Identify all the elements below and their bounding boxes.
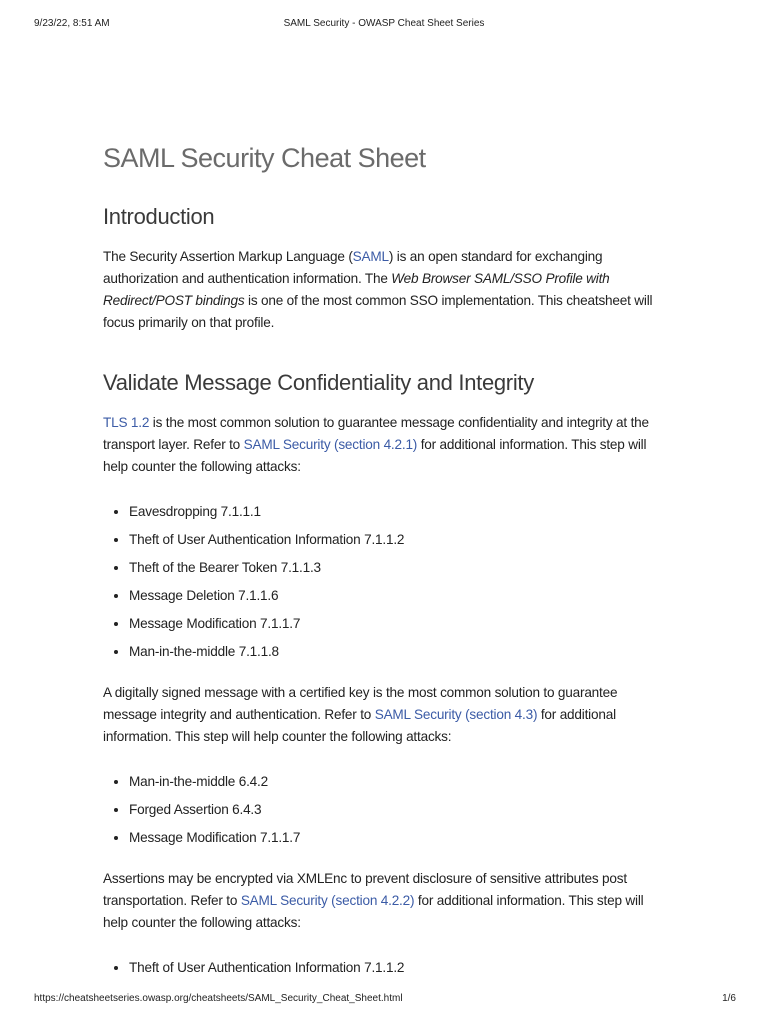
- list-item: • Forged Assertion 6.4.3: [129, 796, 663, 824]
- attack-list-tls: [103, 498, 663, 666]
- list-item: • Theft of the Bearer Token 7.1.1.3: [129, 554, 663, 582]
- attack-list-encryption: [103, 954, 663, 982]
- intro-paragraph: [103, 246, 663, 334]
- list-item: • Message Modification 7.1.1.7: [129, 610, 663, 638]
- encryption-paragraph: [103, 868, 663, 934]
- print-footer: [34, 993, 736, 1007]
- signature-text-end: for additional information. This step will help counter the following attacks:: [103, 707, 616, 744]
- tls-link[interactable]: TLS 1.2: [103, 415, 150, 430]
- list-item: • Man-in-the-middle 6.4.2: [129, 768, 663, 796]
- intro-profile-emphasis: Web Browser SAML/SSO Profile with Redirect/POST bindings: [103, 271, 610, 308]
- tls-text-middle: is the most common solution to guarantee message confidentiality and integrity at the transport layer. Refer to: [103, 415, 649, 452]
- intro-text-middle: ) is an open standard for exchanging authorization and authentication information. The: [103, 249, 603, 286]
- saml-link[interactable]: SAML: [352, 249, 389, 264]
- encryption-text-end: for additional information. This step will help counter the following attacks:: [103, 893, 644, 930]
- list-item: • Message Deletion 7.1.1.6: [129, 582, 663, 610]
- print-header: [34, 18, 734, 32]
- intro-saml-term: Security Assertion Markup Language: [129, 249, 345, 264]
- tls-paragraph: [103, 412, 663, 478]
- page-title: SAML Security Cheat Sheet: [103, 143, 426, 173]
- encryption-text-start: Assertions may be encrypted via XMLEnc to prevent disclosure of sensitive attributes post transportation. Refer to: [103, 871, 627, 908]
- intro-text-open: (: [344, 249, 353, 264]
- signature-text-start: A digitally signed message with a certified key is the most common solution to guarantee message integrity and authentication. Refer to: [103, 685, 618, 722]
- tls-text-end: for additional information. This step will help counter the following attacks:: [103, 437, 647, 474]
- saml-section-421-link[interactable]: SAML Security (section 4.2.1): [243, 437, 418, 452]
- article-content: [103, 140, 663, 998]
- heading-validate-message: Validate Message Confidentiality and Integrity: [103, 370, 534, 395]
- saml-section-43-link[interactable]: SAML Security (section 4.3): [374, 707, 538, 722]
- list-item: • Theft of User Authentication Information 7.1.1.2: [129, 954, 663, 982]
- intro-text-end: is one of the most common SSO implementation. This cheatsheet will focus primarily on that profile.: [103, 293, 653, 330]
- signature-paragraph: [103, 682, 663, 748]
- print-page-number: 1/6: [722, 993, 736, 1004]
- saml-section-422-link[interactable]: SAML Security (section 4.2.2): [240, 893, 415, 908]
- list-item: • Man-in-the-middle 7.1.1.8: [129, 638, 663, 666]
- list-item: • Message Modification 7.1.1.7: [129, 824, 663, 852]
- print-page-title: SAML Security - OWASP Cheat Sheet Series: [283, 18, 485, 29]
- print-url: https://cheatsheetseries.owasp.org/cheatsheets/SAML_Security_Cheat_Sheet.html: [34, 993, 403, 1004]
- attack-list-signature: [103, 768, 663, 852]
- list-item: • Eavesdropping 7.1.1.1: [129, 498, 663, 526]
- print-datetime: 9/23/22, 8:51 AM: [34, 18, 110, 29]
- heading-introduction: Introduction: [103, 204, 215, 229]
- list-item: • Theft of User Authentication Information 7.1.1.2: [129, 526, 663, 554]
- intro-text-the: The: [103, 249, 130, 264]
